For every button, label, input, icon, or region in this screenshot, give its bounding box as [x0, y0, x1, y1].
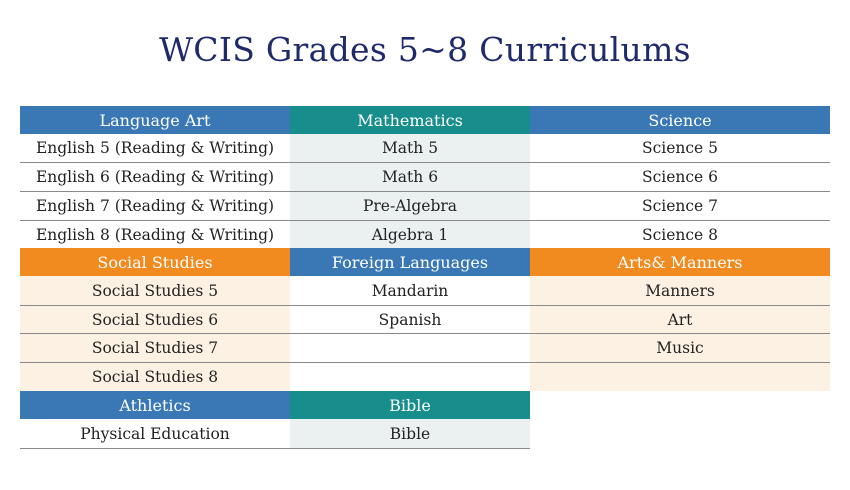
header-bible: Bible [290, 391, 530, 419]
table-cell: Science 6 [530, 163, 830, 192]
table-cell: Social Studies 5 [20, 276, 290, 306]
page-title: WCIS Grades 5~8 Curriculums [159, 30, 691, 69]
table-cell: Science 8 [530, 221, 830, 248]
table-cell: Social Studies 8 [20, 363, 290, 391]
table-cell: Math 6 [290, 163, 530, 192]
table-cell: Science 5 [530, 134, 830, 163]
table-cell: Algebra 1 [290, 221, 530, 248]
table-cell: Art [530, 306, 830, 334]
header-mathematics: Mathematics [290, 106, 530, 134]
table-cell: Math 5 [290, 134, 530, 163]
table-cell: Mandarin [290, 276, 530, 306]
header-social-studies: Social Studies [20, 248, 290, 276]
header-foreign-languages: Foreign Languages [290, 248, 530, 276]
table-cell: English 6 (Reading & Writing) [20, 163, 290, 192]
table-cell: English 8 (Reading & Writing) [20, 221, 290, 248]
table-cell: Pre-Algebra [290, 192, 530, 221]
table-cell: Science 7 [530, 192, 830, 221]
table-cell: Social Studies 7 [20, 334, 290, 363]
table-cell: Physical Education [20, 419, 290, 449]
table-cell [530, 363, 830, 391]
table-cell: Social Studies 6 [20, 306, 290, 334]
table-cell [290, 363, 530, 391]
table-cell: Music [530, 334, 830, 363]
table-cell: Manners [530, 276, 830, 306]
table-cell [290, 334, 530, 363]
header-athletics: Athletics [20, 391, 290, 419]
header-language-art: Language Art [20, 106, 290, 134]
header-arts-manners: Arts& Manners [530, 248, 830, 276]
header-science: Science [530, 106, 830, 134]
table-cell: English 5 (Reading & Writing) [20, 134, 290, 163]
table-cell: English 7 (Reading & Writing) [20, 192, 290, 221]
table-cell: Bible [290, 419, 530, 449]
table-cell: Spanish [290, 306, 530, 334]
